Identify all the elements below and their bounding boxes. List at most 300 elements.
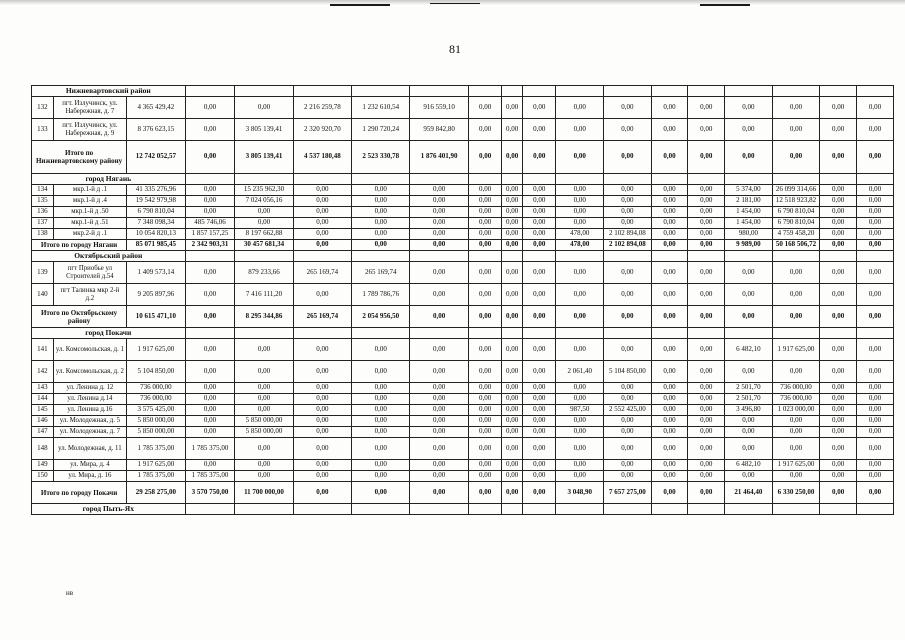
section-header-row: [32, 174, 894, 185]
total-label: Итого по городу Покачи: [32, 482, 127, 504]
empty-cell: [352, 251, 410, 262]
value-cell: 0,00: [820, 394, 857, 405]
row-number: 144: [32, 394, 54, 405]
address-cell: ул. Молодежная, д. 5: [53, 416, 127, 427]
value-cell: 0,00: [688, 416, 725, 427]
value-cell: 6 790 810,04: [772, 218, 820, 229]
value-cell: 0,00: [688, 339, 725, 361]
empty-cell: [820, 174, 857, 185]
empty-cell: [604, 174, 652, 185]
empty-cell: [556, 251, 604, 262]
value-cell: 8 376 623,15: [127, 119, 185, 141]
empty-cell: [522, 504, 556, 515]
empty-cell: [556, 504, 604, 515]
value-cell: 0,00: [410, 471, 468, 482]
address-cell: пгт. Излучинск, ул. Набережная, д. 9: [53, 119, 127, 141]
empty-cell: [235, 328, 293, 339]
table-row: [32, 284, 894, 306]
address-cell: мкр.1-й д .1: [53, 185, 127, 196]
value-cell: 0,00: [185, 207, 235, 218]
empty-cell: [468, 174, 502, 185]
value-cell: 0,00: [820, 207, 857, 218]
row-number: 146: [32, 416, 54, 427]
empty-cell: [468, 504, 502, 515]
value-cell: 0,00: [820, 438, 857, 460]
value-cell: 736 000,00: [772, 394, 820, 405]
empty-cell: [651, 174, 688, 185]
table-row: [32, 207, 894, 218]
empty-cell: [352, 174, 410, 185]
value-cell: 0,00: [651, 438, 688, 460]
total-value-cell: 0,00: [820, 240, 857, 251]
address-cell: ул. Комсомольская, д. 1: [53, 339, 127, 361]
value-cell: 0,00: [857, 471, 894, 482]
total-row: [32, 141, 894, 174]
total-value-cell: 8 295 344,86: [235, 306, 293, 328]
value-cell: 0,00: [410, 218, 468, 229]
section-title: город Покачи: [32, 328, 186, 339]
value-cell: 0,00: [688, 405, 725, 416]
value-cell: 6 482,10: [725, 339, 773, 361]
value-cell: 0,00: [651, 416, 688, 427]
empty-cell: [185, 251, 235, 262]
total-value-cell: 0,00: [857, 306, 894, 328]
total-value-cell: 0,00: [502, 240, 523, 251]
empty-cell: [235, 504, 293, 515]
value-cell: 0,00: [857, 405, 894, 416]
total-value-cell: 0,00: [293, 240, 351, 251]
value-cell: 0,00: [604, 339, 652, 361]
scan-line: [430, 3, 480, 4]
empty-cell: [820, 86, 857, 97]
row-number: 132: [32, 97, 54, 119]
value-cell: 0,00: [410, 394, 468, 405]
value-cell: 0,00: [651, 383, 688, 394]
value-cell: 0,00: [651, 229, 688, 240]
value-cell: 0,00: [772, 97, 820, 119]
value-cell: 1 789 786,76: [352, 284, 410, 306]
table-row: [32, 394, 894, 405]
value-cell: 0,00: [556, 196, 604, 207]
section-header-row: [32, 86, 894, 97]
value-cell: 0,00: [857, 339, 894, 361]
scan-line: [700, 4, 750, 6]
value-cell: 980,00: [725, 229, 773, 240]
value-cell: 0,00: [185, 284, 235, 306]
total-value-cell: 0,00: [502, 306, 523, 328]
value-cell: 0,00: [857, 394, 894, 405]
scan-line: [330, 4, 390, 6]
total-value-cell: 0,00: [857, 240, 894, 251]
value-cell: 0,00: [185, 97, 235, 119]
empty-cell: [185, 174, 235, 185]
value-cell: 736 000,00: [127, 394, 185, 405]
value-cell: 0,00: [522, 394, 556, 405]
empty-cell: [772, 504, 820, 515]
value-cell: 0,00: [604, 185, 652, 196]
address-cell: ул. Ленина д. 12: [53, 383, 127, 394]
value-cell: 0,00: [772, 361, 820, 383]
empty-cell: [688, 251, 725, 262]
value-cell: 0,00: [293, 284, 351, 306]
empty-cell: [820, 328, 857, 339]
value-cell: 0,00: [410, 383, 468, 394]
value-cell: 0,00: [857, 218, 894, 229]
value-cell: 987,50: [556, 405, 604, 416]
total-value-cell: 4 537 180,48: [293, 141, 351, 174]
row-number: 143: [32, 383, 54, 394]
total-label: Итого по Нижневартовскому району: [32, 141, 127, 174]
section-title: город Нягань: [32, 174, 186, 185]
total-value-cell: 3 805 139,41: [235, 141, 293, 174]
value-cell: 0,00: [502, 438, 523, 460]
total-value-cell: 0,00: [410, 240, 468, 251]
value-cell: 0,00: [820, 405, 857, 416]
value-cell: 265 169,74: [293, 262, 351, 284]
value-cell: 2 061,40: [556, 361, 604, 383]
value-cell: 0,00: [502, 218, 523, 229]
value-cell: 0,00: [820, 460, 857, 471]
empty-cell: [352, 328, 410, 339]
table-row: [32, 97, 894, 119]
value-cell: 0,00: [293, 196, 351, 207]
total-value-cell: 0,00: [772, 306, 820, 328]
value-cell: 0,00: [651, 97, 688, 119]
address-cell: пгт Талинка мкр 2-й д.2: [53, 284, 127, 306]
value-cell: 0,00: [651, 196, 688, 207]
total-value-cell: 7 657 275,00: [604, 482, 652, 504]
value-cell: 0,00: [293, 471, 351, 482]
value-cell: 0,00: [651, 471, 688, 482]
value-cell: 736 000,00: [772, 383, 820, 394]
value-cell: 0,00: [502, 196, 523, 207]
value-cell: 2 501,70: [725, 383, 773, 394]
value-cell: 0,00: [522, 416, 556, 427]
value-cell: 0,00: [725, 97, 773, 119]
total-value-cell: 10 615 471,10: [127, 306, 185, 328]
total-value-cell: 9 989,00: [725, 240, 773, 251]
value-cell: 0,00: [820, 196, 857, 207]
address-cell: ул. Молодежная, д. 7: [53, 427, 127, 438]
value-cell: 0,00: [725, 416, 773, 427]
empty-cell: [468, 251, 502, 262]
value-cell: 5 850 000,00: [235, 416, 293, 427]
total-value-cell: 0,00: [522, 240, 556, 251]
value-cell: 0,00: [651, 405, 688, 416]
value-cell: 0,00: [502, 416, 523, 427]
value-cell: 0,00: [293, 438, 351, 460]
value-cell: 0,00: [235, 207, 293, 218]
empty-cell: [522, 328, 556, 339]
value-cell: 0,00: [857, 207, 894, 218]
empty-cell: [293, 174, 351, 185]
value-cell: 0,00: [468, 361, 502, 383]
empty-cell: [185, 328, 235, 339]
value-cell: 0,00: [688, 207, 725, 218]
empty-cell: [651, 328, 688, 339]
value-cell: 0,00: [352, 185, 410, 196]
value-cell: 0,00: [857, 284, 894, 306]
row-number: 139: [32, 262, 54, 284]
value-cell: 0,00: [185, 339, 235, 361]
value-cell: 0,00: [185, 262, 235, 284]
value-cell: 0,00: [235, 394, 293, 405]
value-cell: 0,00: [820, 262, 857, 284]
empty-cell: [604, 504, 652, 515]
value-cell: 2 320 920,70: [293, 119, 351, 141]
empty-cell: [857, 174, 894, 185]
value-cell: 1 454,00: [725, 218, 773, 229]
total-value-cell: 0,00: [468, 306, 502, 328]
empty-cell: [857, 504, 894, 515]
value-cell: 0,00: [651, 218, 688, 229]
empty-cell: [293, 328, 351, 339]
value-cell: 0,00: [820, 97, 857, 119]
value-cell: 0,00: [556, 218, 604, 229]
value-cell: 0,00: [820, 471, 857, 482]
value-cell: 0,00: [352, 460, 410, 471]
value-cell: 0,00: [293, 416, 351, 427]
table-row: [32, 185, 894, 196]
value-cell: 3 496,80: [725, 405, 773, 416]
value-cell: 2 102 894,08: [604, 229, 652, 240]
value-cell: 0,00: [468, 284, 502, 306]
value-cell: 0,00: [410, 427, 468, 438]
total-value-cell: 0,00: [410, 306, 468, 328]
value-cell: 0,00: [651, 394, 688, 405]
value-cell: 0,00: [857, 416, 894, 427]
value-cell: 0,00: [522, 383, 556, 394]
total-value-cell: 12 742 052,57: [127, 141, 185, 174]
value-cell: 0,00: [235, 460, 293, 471]
value-cell: 0,00: [468, 196, 502, 207]
value-cell: 0,00: [410, 207, 468, 218]
value-cell: 0,00: [352, 229, 410, 240]
empty-cell: [725, 174, 773, 185]
value-cell: 12 518 923,82: [772, 196, 820, 207]
empty-cell: [688, 504, 725, 515]
value-cell: 0,00: [468, 416, 502, 427]
value-cell: 2 552 425,00: [604, 405, 652, 416]
value-cell: 0,00: [772, 262, 820, 284]
value-cell: 0,00: [820, 284, 857, 306]
value-cell: 0,00: [502, 427, 523, 438]
value-cell: 0,00: [857, 262, 894, 284]
value-cell: 0,00: [352, 218, 410, 229]
empty-cell: [857, 86, 894, 97]
value-cell: 0,00: [725, 427, 773, 438]
total-value-cell: 0,00: [185, 141, 235, 174]
empty-cell: [293, 251, 351, 262]
value-cell: 0,00: [352, 383, 410, 394]
value-cell: 0,00: [185, 416, 235, 427]
row-number: 136: [32, 207, 54, 218]
value-cell: 8 197 662,88: [235, 229, 293, 240]
total-row: [32, 240, 894, 251]
value-cell: 0,00: [410, 416, 468, 427]
value-cell: 0,00: [468, 229, 502, 240]
value-cell: 0,00: [502, 383, 523, 394]
total-value-cell: 21 464,40: [725, 482, 773, 504]
row-number: 147: [32, 427, 54, 438]
value-cell: 0,00: [688, 383, 725, 394]
value-cell: 0,00: [651, 361, 688, 383]
value-cell: 1 785 375,00: [185, 471, 235, 482]
value-cell: 0,00: [352, 471, 410, 482]
total-value-cell: 478,00: [556, 240, 604, 251]
value-cell: 0,00: [293, 218, 351, 229]
empty-cell: [185, 86, 235, 97]
value-cell: 0,00: [502, 394, 523, 405]
value-cell: 0,00: [651, 284, 688, 306]
row-number: 140: [32, 284, 54, 306]
value-cell: 0,00: [235, 383, 293, 394]
empty-cell: [772, 328, 820, 339]
value-cell: 0,00: [522, 196, 556, 207]
budget-table-container: [31, 85, 894, 515]
value-cell: 0,00: [185, 361, 235, 383]
total-value-cell: 0,00: [688, 141, 725, 174]
total-value-cell: 3 570 750,00: [185, 482, 235, 504]
value-cell: 0,00: [604, 207, 652, 218]
value-cell: 5 850 000,00: [235, 427, 293, 438]
empty-cell: [522, 174, 556, 185]
value-cell: 879 233,66: [235, 262, 293, 284]
value-cell: 0,00: [468, 405, 502, 416]
value-cell: 41 335 276,96: [127, 185, 185, 196]
section-title: город Пыть-Ях: [32, 504, 186, 515]
value-cell: 0,00: [820, 383, 857, 394]
value-cell: 0,00: [468, 438, 502, 460]
value-cell: 0,00: [502, 229, 523, 240]
total-value-cell: 0,00: [352, 240, 410, 251]
empty-cell: [604, 328, 652, 339]
total-value-cell: 265 169,74: [293, 306, 351, 328]
empty-cell: [820, 251, 857, 262]
empty-cell: [502, 328, 523, 339]
value-cell: 2 216 259,78: [293, 97, 351, 119]
empty-cell: [522, 251, 556, 262]
value-cell: 0,00: [857, 361, 894, 383]
value-cell: 0,00: [410, 339, 468, 361]
value-cell: 0,00: [688, 97, 725, 119]
empty-cell: [502, 504, 523, 515]
empty-cell: [857, 328, 894, 339]
total-value-cell: 0,00: [688, 306, 725, 328]
empty-cell: [293, 504, 351, 515]
total-value-cell: 0,00: [857, 141, 894, 174]
value-cell: 9 205 897,96: [127, 284, 185, 306]
total-value-cell: 0,00: [502, 141, 523, 174]
value-cell: 0,00: [185, 405, 235, 416]
table-row: [32, 438, 894, 460]
table-row: [32, 339, 894, 361]
empty-cell: [410, 86, 468, 97]
empty-cell: [772, 86, 820, 97]
value-cell: 0,00: [604, 460, 652, 471]
section-header-row: [32, 328, 894, 339]
empty-cell: [725, 328, 773, 339]
value-cell: 0,00: [772, 471, 820, 482]
value-cell: 0,00: [820, 416, 857, 427]
value-cell: 0,00: [235, 405, 293, 416]
value-cell: 0,00: [857, 119, 894, 141]
value-cell: 0,00: [604, 218, 652, 229]
total-value-cell: 0,00: [604, 141, 652, 174]
table-row: [32, 119, 894, 141]
value-cell: 7 348 098,34: [127, 218, 185, 229]
address-cell: мкр.1-й д .4: [53, 196, 127, 207]
value-cell: 1 785 375,00: [127, 471, 185, 482]
value-cell: 0,00: [857, 229, 894, 240]
empty-cell: [772, 251, 820, 262]
value-cell: 0,00: [502, 471, 523, 482]
empty-cell: [688, 86, 725, 97]
value-cell: 26 099 314,66: [772, 185, 820, 196]
value-cell: 0,00: [468, 97, 502, 119]
value-cell: 4 759 458,20: [772, 229, 820, 240]
value-cell: 6 790 810,04: [127, 207, 185, 218]
table-row: [32, 460, 894, 471]
value-cell: 0,00: [293, 383, 351, 394]
value-cell: 0,00: [502, 405, 523, 416]
value-cell: 0,00: [820, 185, 857, 196]
value-cell: 0,00: [502, 185, 523, 196]
value-cell: 0,00: [352, 416, 410, 427]
value-cell: 265 169,74: [352, 262, 410, 284]
value-cell: 1 917 625,00: [772, 460, 820, 471]
address-cell: ул. Ленина д.14: [53, 394, 127, 405]
empty-cell: [468, 328, 502, 339]
value-cell: 1 023 000,00: [772, 405, 820, 416]
value-cell: 0,00: [688, 361, 725, 383]
value-cell: 1 917 625,00: [127, 460, 185, 471]
address-cell: пгт Приобье ул Строителей д.54: [53, 262, 127, 284]
value-cell: 0,00: [820, 119, 857, 141]
total-value-cell: 0,00: [651, 482, 688, 504]
section-title: Нижневартовский район: [32, 86, 186, 97]
value-cell: 1 917 625,00: [127, 339, 185, 361]
empty-cell: [651, 504, 688, 515]
value-cell: 0,00: [857, 427, 894, 438]
value-cell: 0,00: [502, 207, 523, 218]
value-cell: 1 917 625,00: [772, 339, 820, 361]
empty-cell: [651, 251, 688, 262]
value-cell: 0,00: [235, 471, 293, 482]
value-cell: 0,00: [522, 207, 556, 218]
empty-cell: [352, 86, 410, 97]
value-cell: 0,00: [688, 284, 725, 306]
value-cell: 0,00: [522, 405, 556, 416]
value-cell: 0,00: [468, 218, 502, 229]
value-cell: 0,00: [185, 185, 235, 196]
value-cell: 959 842,80: [410, 119, 468, 141]
footer-mark: нв: [66, 589, 74, 597]
empty-cell: [502, 174, 523, 185]
value-cell: 0,00: [502, 97, 523, 119]
value-cell: 0,00: [556, 339, 604, 361]
value-cell: 0,00: [772, 284, 820, 306]
value-cell: 0,00: [604, 262, 652, 284]
value-cell: 1 454,00: [725, 207, 773, 218]
value-cell: 0,00: [604, 284, 652, 306]
value-cell: 0,00: [352, 394, 410, 405]
value-cell: 0,00: [725, 262, 773, 284]
value-cell: 0,00: [293, 394, 351, 405]
value-cell: 0,00: [556, 97, 604, 119]
value-cell: 19 542 979,98: [127, 196, 185, 207]
value-cell: 0,00: [556, 207, 604, 218]
